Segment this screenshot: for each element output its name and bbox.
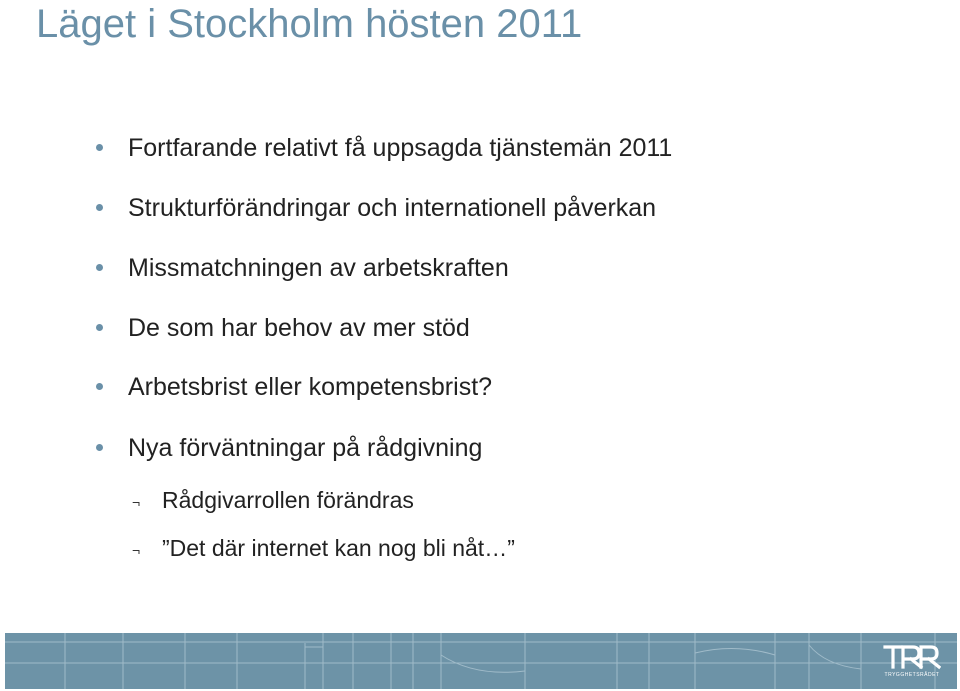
bullet-text: Missmatchningen av arbetskraften: [128, 254, 509, 282]
sub-bullet-text: ”Det där internet kan nog bli nåt…”: [162, 535, 515, 561]
bullet-dot-icon: [96, 264, 103, 271]
bullet-text: Nya förväntningar på rådgivning: [128, 434, 483, 462]
bullet-item: [96, 253, 896, 283]
bullet-item: [96, 193, 896, 223]
bullet-text: Fortfarande relativt få uppsagda tjänstemän 2011: [128, 134, 673, 162]
bullet-item: [96, 133, 896, 163]
not-sign-bullet-icon: ¬: [132, 494, 141, 510]
trr-logo: [883, 643, 941, 681]
sub-bullet-item: [132, 486, 892, 514]
bullet-text: Arbetsbrist eller kompetensbrist?: [128, 373, 493, 401]
bullet-text: Strukturförändringar och internationell påverkan: [128, 194, 657, 222]
bullet-dot-icon: [96, 144, 103, 151]
bullet-dot-icon: [96, 204, 103, 211]
footer-grid-pattern: [5, 633, 957, 689]
slide-title: Läget i Stockholm hösten 2011: [36, 2, 583, 46]
bullet-item: [96, 372, 896, 402]
bullet-item: [96, 433, 896, 463]
sub-bullet-text: Rådgivarrollen förändras: [162, 487, 414, 513]
bullet-item: [96, 313, 896, 343]
bullet-dot-icon: [96, 324, 103, 331]
not-sign-bullet-icon: ¬: [132, 542, 141, 558]
sub-bullet-item: [132, 534, 892, 562]
bullet-dot-icon: [96, 444, 103, 451]
logo-caption: TRYGGHETSRÅDET: [884, 672, 940, 678]
trr-logo-icon: [883, 643, 941, 671]
bullet-dot-icon: [96, 383, 103, 390]
bullet-text: De som har behov av mer stöd: [128, 314, 470, 342]
footer-band: [5, 633, 957, 689]
